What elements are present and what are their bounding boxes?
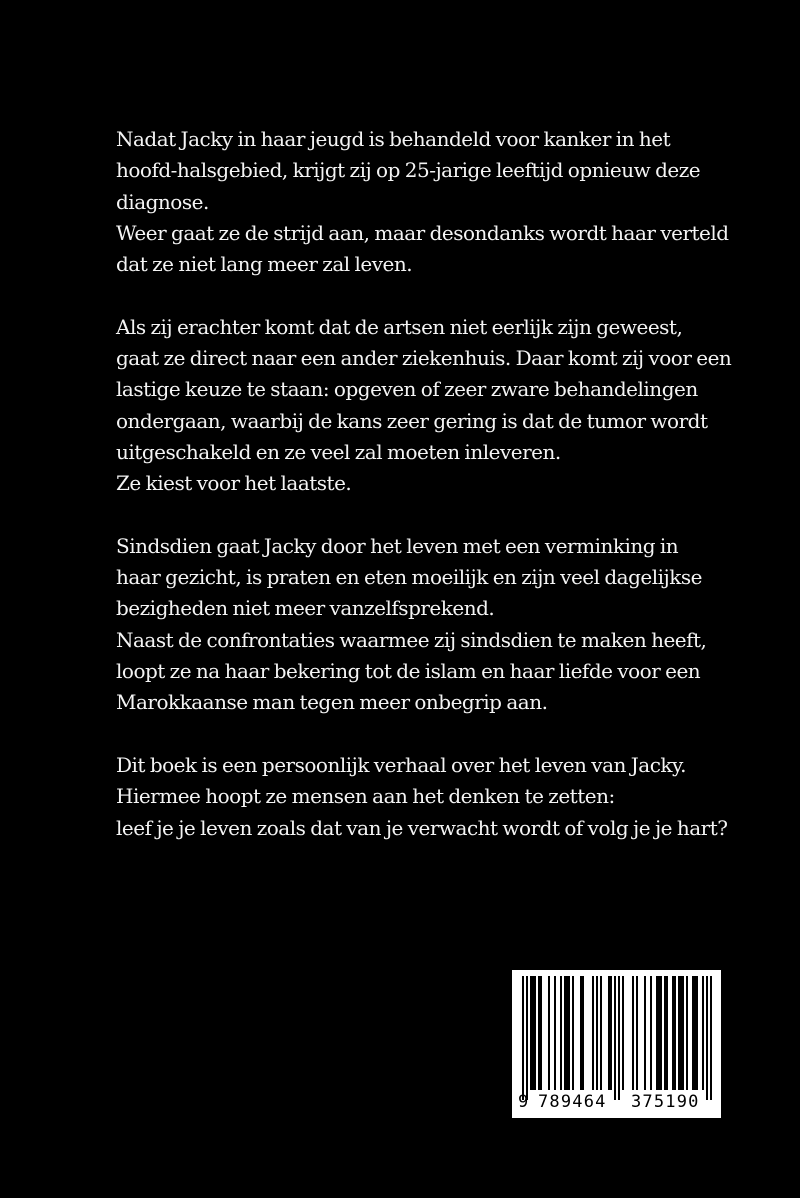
barcode-bar [680, 976, 682, 1090]
barcode-bar [582, 976, 584, 1090]
blurb-line: Ze kiest voor het laatste. [116, 471, 352, 496]
barcode-bar [572, 976, 574, 1090]
barcode-bar [682, 976, 684, 1090]
barcode-bar [526, 976, 528, 1100]
barcode-bar [658, 976, 660, 1090]
blurb-line: Naast de confrontaties waarmee zij sindsdien te maken heeft, [116, 627, 707, 652]
isbn-first-digit: 9 [518, 1092, 529, 1112]
blurb-line: loopt ze na haar bekering tot de islam en haar liefde voor een [116, 659, 701, 684]
barcode-bar [614, 976, 616, 1100]
blurb-line: lastige keuze te staan: opgeven of zeer zware behandelingen [116, 377, 698, 402]
blurb-paragraph-2 [116, 312, 756, 500]
barcode-bar [566, 976, 568, 1090]
barcode-bar [560, 976, 562, 1090]
blurb-paragraph-4 [116, 750, 756, 844]
barcode-bar [596, 976, 598, 1090]
isbn-number [516, 1091, 717, 1113]
blurb-paragraph-1 [116, 124, 756, 280]
barcode-bar [592, 976, 594, 1090]
barcode-bar [608, 976, 610, 1090]
isbn-left-group: 789464 [538, 1092, 607, 1112]
barcode-bar [674, 976, 676, 1090]
barcode-bar [538, 976, 540, 1090]
isbn-right-group: 375190 [631, 1092, 700, 1112]
blurb-line: Als zij erachter komt dat de artsen niet eerlijk zijn geweest, [116, 314, 683, 339]
barcode-bar [644, 976, 646, 1090]
blurb-line: uitgeschakeld en ze veel zal moeten inleveren. [116, 439, 561, 464]
barcode-bar [622, 976, 624, 1090]
barcode-bar [678, 976, 680, 1090]
barcode-bar [532, 976, 534, 1090]
barcode-bar [672, 976, 674, 1090]
blurb-line: diagnose. [116, 189, 209, 214]
blurb-line: hoofd-halsgebied, krijgt zij op 25-jarige leeftijd opnieuw deze [116, 158, 701, 183]
blurb-line: ondergaan, waarbij de kans zeer gering is dat de tumor wordt [116, 408, 708, 433]
barcode-bar [666, 976, 668, 1090]
barcode-bar [664, 976, 666, 1090]
blurb-text [116, 124, 756, 875]
barcode-bar [540, 976, 542, 1090]
barcode-bar [706, 976, 708, 1100]
blurb-line: gaat ze direct naar een ander ziekenhuis. Daar komt zij voor een [116, 346, 732, 371]
blurb-paragraph-3 [116, 531, 756, 719]
blurb-line: Sindsdien gaat Jacky door het leven met een verminking in [116, 533, 679, 558]
barcode-bar [568, 976, 570, 1090]
blurb-line: haar gezicht, is praten en eten moeilijk en zijn veel dagelijkse [116, 565, 702, 590]
barcode-bar [522, 976, 524, 1100]
barcode-bar [548, 976, 550, 1090]
barcode-bar [636, 976, 638, 1090]
barcode-bar [610, 976, 612, 1090]
barcode-bar [600, 976, 602, 1090]
barcode-bar [632, 976, 634, 1090]
barcode-bar [618, 976, 620, 1100]
barcode-bar [692, 976, 694, 1090]
barcode-bar [530, 976, 532, 1090]
blurb-line: Dit boek is een persoonlijk verhaal over het leven van Jacky. [116, 752, 687, 777]
barcode-bar [702, 976, 704, 1090]
barcode-bar [710, 976, 712, 1100]
barcode-bar [656, 976, 658, 1090]
barcode-bar [696, 976, 698, 1090]
blurb-line: dat ze niet lang meer zal leven. [116, 252, 413, 277]
barcode-bar [580, 976, 582, 1090]
blurb-line: Hiermee hoopt ze mensen aan het denken te zetten: [116, 784, 615, 809]
blurb-line: Nadat Jacky in haar jeugd is behandeld voor kanker in het [116, 127, 671, 151]
blurb-line: bezigheden niet meer vanzelfsprekend. [116, 596, 495, 621]
blurb-line: Weer gaat ze de strijd aan, maar desondanks wordt haar verteld [116, 220, 729, 245]
barcode-bar [564, 976, 566, 1090]
blurb-line: Marokkaanse man tegen meer onbegrip aan. [116, 690, 548, 715]
barcode-bar [694, 976, 696, 1090]
barcode-bar [686, 976, 688, 1090]
barcode-bar [554, 976, 556, 1090]
isbn-barcode [512, 970, 721, 1118]
barcode-bar [650, 976, 652, 1090]
barcode-bar [534, 976, 536, 1090]
barcode-bar [660, 976, 662, 1090]
blurb-line: leef je je leven zoals dat van je verwacht wordt of volg je je hart? [116, 815, 728, 840]
